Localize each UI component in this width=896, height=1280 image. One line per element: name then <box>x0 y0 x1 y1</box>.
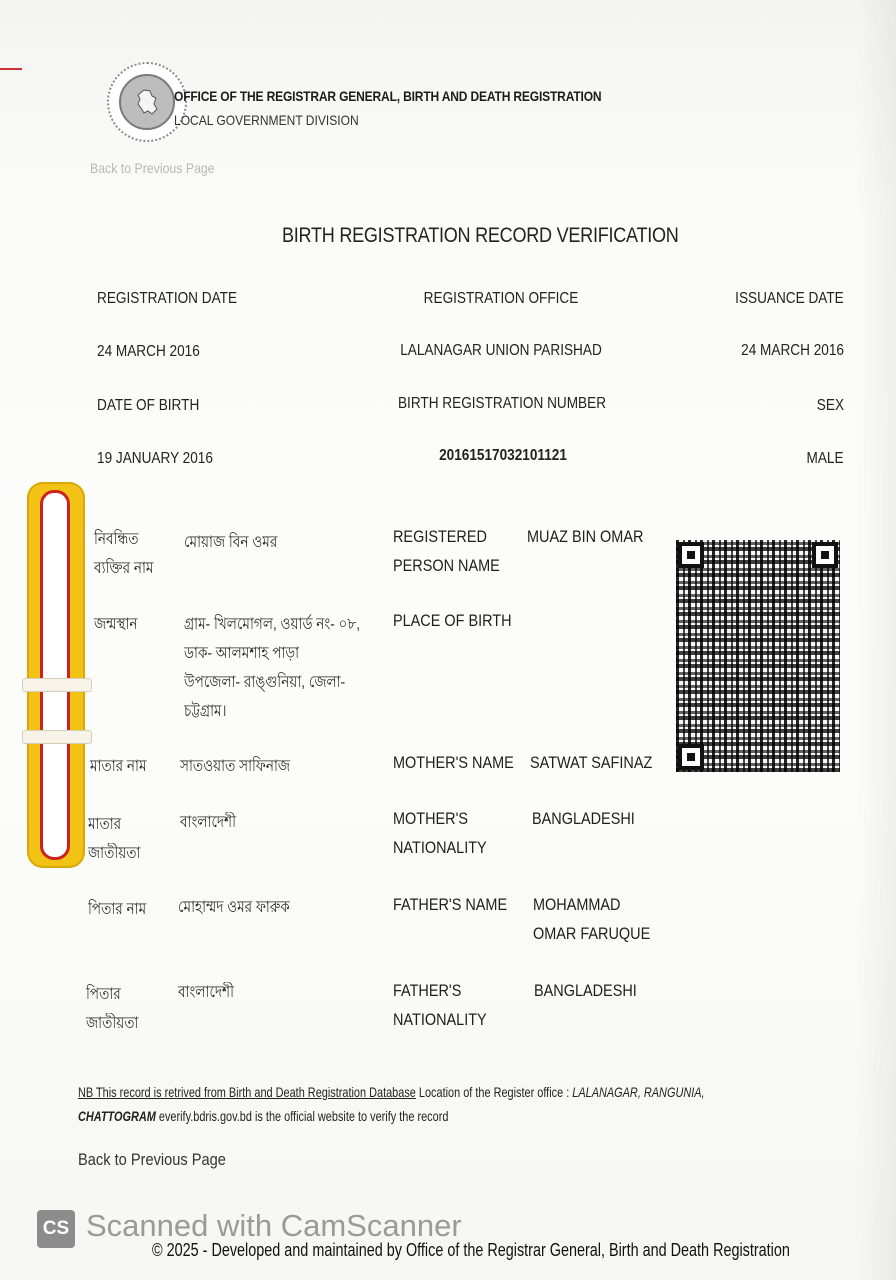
registration-office-value: LALANAGAR UNION PARISHAD <box>400 342 602 359</box>
issuance-date-label: ISSUANCE DATE <box>735 290 844 307</box>
mother-nationality-bn-value: বাংলাদেশী <box>180 814 236 831</box>
binder-clip-slot <box>40 490 70 860</box>
camscanner-logo: CS <box>37 1210 75 1248</box>
database-note-line2 <box>78 1108 448 1124</box>
registration-office-label: REGISTRATION OFFICE <box>423 290 579 307</box>
birth-registration-number-label: BIRTH REGISTRATION NUMBER <box>397 395 607 412</box>
camscanner-watermark: Scanned with CamScanner <box>86 1208 462 1243</box>
father-nationality-en-label: FATHER'S NATIONALITY <box>393 981 487 1029</box>
name-bn-label: নিবন্ধিত ব্যক্তির নাম <box>94 531 154 577</box>
mother-name-bn-value: সাতওয়াত সাফিনাজ <box>180 758 291 775</box>
mother-nationality-bn-label: মাতার জাতীয়তা <box>88 816 141 862</box>
bangladesh-map-icon <box>132 87 162 117</box>
page-footer: © 2025 - Developed and maintained by Office of the Registrar General, Birth and Death Registration <box>152 1240 790 1260</box>
database-note-text: NB This record is retrived from Birth and Death Registration Database <box>78 1084 416 1100</box>
office-subtitle: LOCAL GOVERNMENT DIVISION <box>174 112 359 128</box>
mother-nationality-en-label: MOTHER'S NATIONALITY <box>393 809 487 857</box>
verification-qr-code <box>676 540 840 772</box>
father-name-bn-value: মোহাম্মদ ওমর ফারুক <box>178 899 290 916</box>
issuance-date-value: 24 MARCH 2016 <box>741 342 844 359</box>
father-name-bn-label: পিতার নাম <box>88 901 147 918</box>
sex-label: SEX <box>816 397 844 414</box>
back-to-previous-link-top[interactable]: Back to Previous Page <box>90 160 215 176</box>
name-en-value: MUAZ BIN OMAR <box>527 527 644 546</box>
mother-nationality-en-value: BANGLADESHI <box>532 809 635 828</box>
red-scan-mark <box>0 68 22 70</box>
binder-band <box>22 678 92 692</box>
father-nationality-bn-value: বাংলাদেশী <box>178 984 234 1001</box>
father-name-en-value: MOHAMMAD OMAR FARUQUE <box>533 895 651 943</box>
page-title: BIRTH REGISTRATION RECORD VERIFICATION <box>282 224 679 247</box>
binder-band <box>22 730 92 744</box>
verify-website-note: everify.bdris.gov.bd is the official website to verify the record <box>155 1108 449 1124</box>
father-name-en-label: FATHER'S NAME <box>393 895 508 914</box>
father-nationality-en-value: BANGLADESHI <box>534 981 637 1000</box>
registration-date-label: REGISTRATION DATE <box>97 290 238 307</box>
birth-registration-number-value: 20161517032101121 <box>439 447 567 464</box>
register-location-value: LALANAGAR, RANGUNIA, <box>572 1084 705 1100</box>
place-of-birth-bn-value: গ্রাম- খিলমোগল, ওয়ার্ড নং- ০৮, ডাক- আলমশাহ পাড়া উপজেলা- রাঙ্গুনিয়া, জেলা- চট্টগ্রাম। <box>184 616 360 720</box>
name-bn-value: মোয়াজ বিন ওমর <box>184 534 278 551</box>
qr-finder-pattern <box>678 542 704 568</box>
mother-name-en-value: SATWAT SAFINAZ <box>530 753 653 772</box>
mother-name-en-label: MOTHER'S NAME <box>393 753 514 772</box>
father-nationality-bn-label: পিতার জাতীয়তা <box>86 986 139 1032</box>
back-to-previous-link-bottom[interactable]: Back to Previous Page <box>78 1150 226 1169</box>
register-location-label: Location of the Register office : <box>415 1084 573 1100</box>
name-en-label: REGISTERED PERSON NAME <box>393 527 500 575</box>
place-of-birth-bn-label: জন্মস্থান <box>94 616 138 633</box>
date-of-birth-value: 19 JANUARY 2016 <box>97 450 213 467</box>
date-of-birth-label: DATE OF BIRTH <box>97 397 200 414</box>
registration-date-value: 24 MARCH 2016 <box>97 343 200 360</box>
register-location-city: CHATTOGRAM <box>78 1108 156 1124</box>
page-edge-shadow <box>856 0 896 1280</box>
mother-name-bn-label: মাতার নাম <box>90 758 147 775</box>
office-title: OFFICE OF THE REGISTRAR GENERAL, BIRTH AND DEATH REGISTRATION <box>174 88 602 104</box>
qr-finder-pattern <box>812 542 838 568</box>
sex-value: MALE <box>806 450 844 467</box>
place-of-birth-en-label: PLACE OF BIRTH <box>393 611 512 630</box>
database-note-line1 <box>78 1084 705 1100</box>
qr-finder-pattern <box>678 744 704 770</box>
